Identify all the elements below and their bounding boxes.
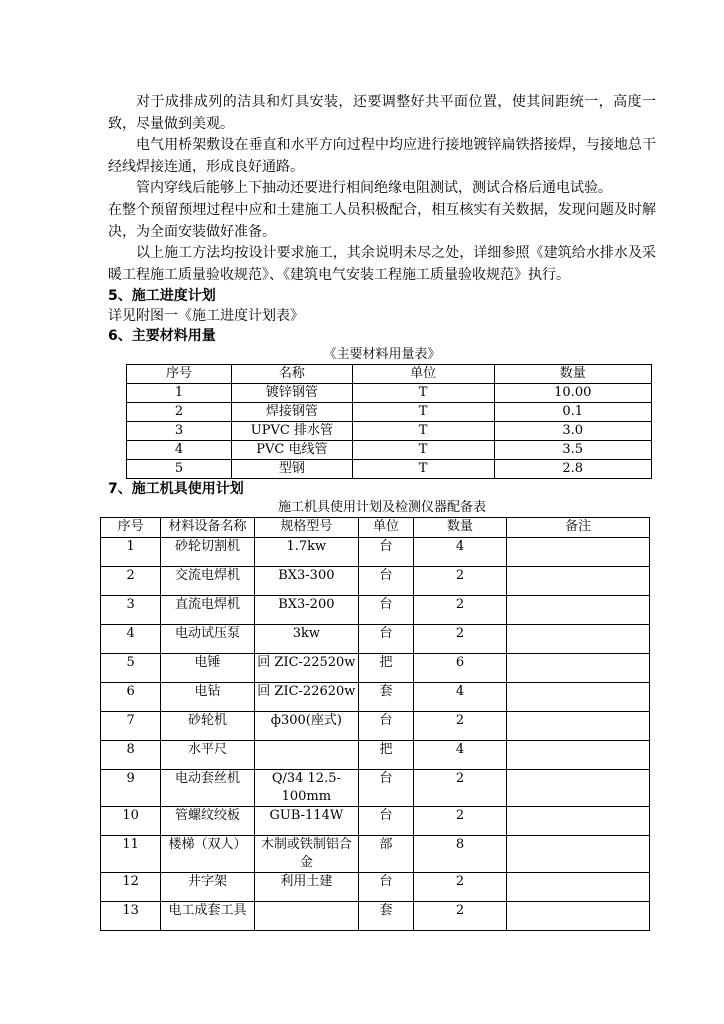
table-cell: Q/34 12.5-100mm <box>254 770 358 807</box>
table-cell: 管螺纹绞板 <box>161 807 254 836</box>
table-row <box>101 902 650 931</box>
table-cell: 2 <box>127 403 232 422</box>
table-cell: 2 <box>413 712 506 741</box>
column-header: 单位 <box>359 518 414 538</box>
table-cell: 台 <box>359 625 414 654</box>
table-cell: 13 <box>101 902 161 931</box>
table-cell <box>507 654 650 683</box>
table-cell: 把 <box>359 741 414 770</box>
table-cell: 2 <box>413 807 506 836</box>
table-cell: 3.0 <box>494 422 652 441</box>
table-cell: 3.5 <box>494 441 652 460</box>
table-cell: 焊接钢管 <box>232 403 353 422</box>
table-cell: 电动试压泵 <box>161 625 254 654</box>
column-header: 序号 <box>101 518 161 538</box>
table-row <box>127 422 652 441</box>
table-cell: 电钻 <box>161 683 254 712</box>
table-cell: 交流电焊机 <box>161 567 254 596</box>
table-cell: 楼梯（双人） <box>161 836 254 873</box>
column-header: 规格型号 <box>254 518 358 538</box>
table-cell <box>254 741 358 770</box>
table-cell: 11 <box>101 836 161 873</box>
table-cell: 2.8 <box>494 460 652 479</box>
table-row <box>127 384 652 403</box>
table-row <box>127 441 652 460</box>
column-header: 备注 <box>507 518 650 538</box>
table-row <box>101 683 650 712</box>
section-7-heading: 7、施工机具使用计划 <box>108 481 244 498</box>
table-cell: 1 <box>127 384 232 403</box>
table-cell: 4 <box>101 625 161 654</box>
table-cell: 台 <box>359 807 414 836</box>
column-header: 数量 <box>494 365 652 384</box>
table-cell: 3 <box>101 596 161 625</box>
table-cell <box>507 567 650 596</box>
table-cell: 12 <box>101 873 161 902</box>
column-header: 单位 <box>352 365 494 384</box>
table-cell: 电工成套工具 <box>161 902 254 931</box>
table-cell: 2 <box>413 596 506 625</box>
table-cell: 2 <box>413 902 506 931</box>
materials-table <box>126 364 652 479</box>
table-cell: 4 <box>413 741 506 770</box>
paragraph-fixtures: 对于成排成列的洁具和灯具安装，还要调整好共平面位置，使其间距统一，高度一致，尽量做到美观。 <box>108 94 656 132</box>
table-cell: T <box>352 460 494 479</box>
table-cell <box>507 873 650 902</box>
table-cell: 6 <box>101 683 161 712</box>
table-cell: BX3-300 <box>254 567 358 596</box>
table-cell: 电动套丝机 <box>161 770 254 807</box>
table-cell <box>507 836 650 873</box>
table-cell: 台 <box>359 596 414 625</box>
table-cell: GUB-114W <box>254 807 358 836</box>
table-row <box>101 596 650 625</box>
equipment-table <box>100 517 650 931</box>
table-cell: 0.1 <box>494 403 652 422</box>
table-row <box>101 567 650 596</box>
table-cell: 2 <box>101 567 161 596</box>
table-cell: 5 <box>101 654 161 683</box>
table-cell: 台 <box>359 567 414 596</box>
equipment-table-caption: 施工机具使用计划及检测仪器配备表 <box>277 500 486 516</box>
table-cell <box>507 807 650 836</box>
table-cell <box>507 770 650 807</box>
table-cell <box>254 902 358 931</box>
table-row <box>101 770 650 807</box>
section-6-heading: 6、主要材料用量 <box>108 328 216 345</box>
table-cell: 镀锌钢管 <box>232 384 353 403</box>
column-header: 序号 <box>127 365 232 384</box>
table-cell: 套 <box>359 683 414 712</box>
table-header-row <box>101 518 650 538</box>
table-cell: 3kw <box>254 625 358 654</box>
table-cell: 2 <box>413 567 506 596</box>
table-cell: 部 <box>359 836 414 873</box>
table-cell: 砂轮机 <box>161 712 254 741</box>
section-5-text: 详见附图一《施工进度计划表》 <box>108 308 304 325</box>
table-row <box>127 403 652 422</box>
table-row <box>101 654 650 683</box>
table-cell: 7 <box>101 712 161 741</box>
table-cell: T <box>352 403 494 422</box>
column-header: 材料设备名称 <box>161 518 254 538</box>
table-cell: 台 <box>359 770 414 807</box>
table-row <box>101 873 650 902</box>
table-cell <box>507 902 650 931</box>
paragraph-cable-tray: 电气用桥架敷设在垂直和水平方向过程中均应进行接地镀锌扁铁搭接焊，与接地总干经线焊接连通，形成良好通路。 <box>108 137 656 175</box>
table-cell: 1 <box>101 538 161 567</box>
table-row <box>101 712 650 741</box>
table-cell: 4 <box>127 441 232 460</box>
table-cell: 回 ZIC-22520w <box>254 654 358 683</box>
table-cell: 10.00 <box>494 384 652 403</box>
table-cell: 8 <box>413 836 506 873</box>
table-cell: 2 <box>413 770 506 807</box>
table-cell: 1.7kw <box>254 538 358 567</box>
table-cell: 套 <box>359 902 414 931</box>
table-cell: 4 <box>413 683 506 712</box>
table-cell: UPVC 排水管 <box>232 422 353 441</box>
column-header: 名称 <box>232 365 353 384</box>
table-cell: 把 <box>359 654 414 683</box>
table-cell: 4 <box>413 538 506 567</box>
table-row <box>101 741 650 770</box>
table-cell: ф300(座式) <box>254 712 358 741</box>
table-cell: 水平尺 <box>161 741 254 770</box>
table-cell: 10 <box>101 807 161 836</box>
table-cell: 井字架 <box>161 873 254 902</box>
paragraph-wiring-test: 管内穿线后能够上下抽动还要进行相间绝缘电阻测试，测试合格后通电试验。 <box>136 180 612 197</box>
table-cell <box>507 596 650 625</box>
table-cell: 型钢 <box>232 460 353 479</box>
table-cell <box>507 712 650 741</box>
table-cell: 电锤 <box>161 654 254 683</box>
table-cell: 台 <box>359 538 414 567</box>
table-row <box>101 836 650 873</box>
table-row <box>101 807 650 836</box>
table-cell: T <box>352 384 494 403</box>
column-header: 数量 <box>413 518 506 538</box>
table-cell: T <box>352 441 494 460</box>
table-cell: 5 <box>127 460 232 479</box>
table-cell: 台 <box>359 712 414 741</box>
table-cell: 砂轮切割机 <box>161 538 254 567</box>
table-cell: BX3-200 <box>254 596 358 625</box>
table-cell: 回 ZIC-22620w <box>254 683 358 712</box>
table-cell: 9 <box>101 770 161 807</box>
table-cell: T <box>352 422 494 441</box>
document-page <box>108 92 656 931</box>
table-cell: 2 <box>413 873 506 902</box>
table-row <box>101 538 650 567</box>
table-row <box>101 625 650 654</box>
table-cell: 2 <box>413 625 506 654</box>
table-cell: 台 <box>359 873 414 902</box>
table-cell: PVC 电线管 <box>232 441 353 460</box>
table-cell <box>507 538 650 567</box>
table-cell: 8 <box>101 741 161 770</box>
table-cell <box>507 625 650 654</box>
section-5-heading: 5、施工进度计划 <box>108 288 216 305</box>
table-cell <box>507 683 650 712</box>
materials-table-caption: 《主要材料用量表》 <box>323 347 441 363</box>
table-cell: 直流电焊机 <box>161 596 254 625</box>
table-header-row <box>127 365 652 384</box>
table-cell: 6 <box>413 654 506 683</box>
paragraph-coordination: 在整个预留预埋过程中应和土建施工人员积极配合，相互核实有关数据，发现问题及时解决，为全面安装做好准备。 <box>108 201 656 240</box>
table-cell: 3 <box>127 422 232 441</box>
table-cell <box>507 741 650 770</box>
table-cell: 利用土建 <box>254 873 358 902</box>
table-cell: 木制或铁制铝合金 <box>254 836 358 873</box>
table-row <box>127 460 652 479</box>
paragraph-standards: 以上施工方法均按设计要求施工，其余说明未尽之处，详细参照《建筑给水排水及采暖工程施工质量验收规范》、《建筑电气安装工程施工质量验收规范》执行。 <box>108 245 656 283</box>
